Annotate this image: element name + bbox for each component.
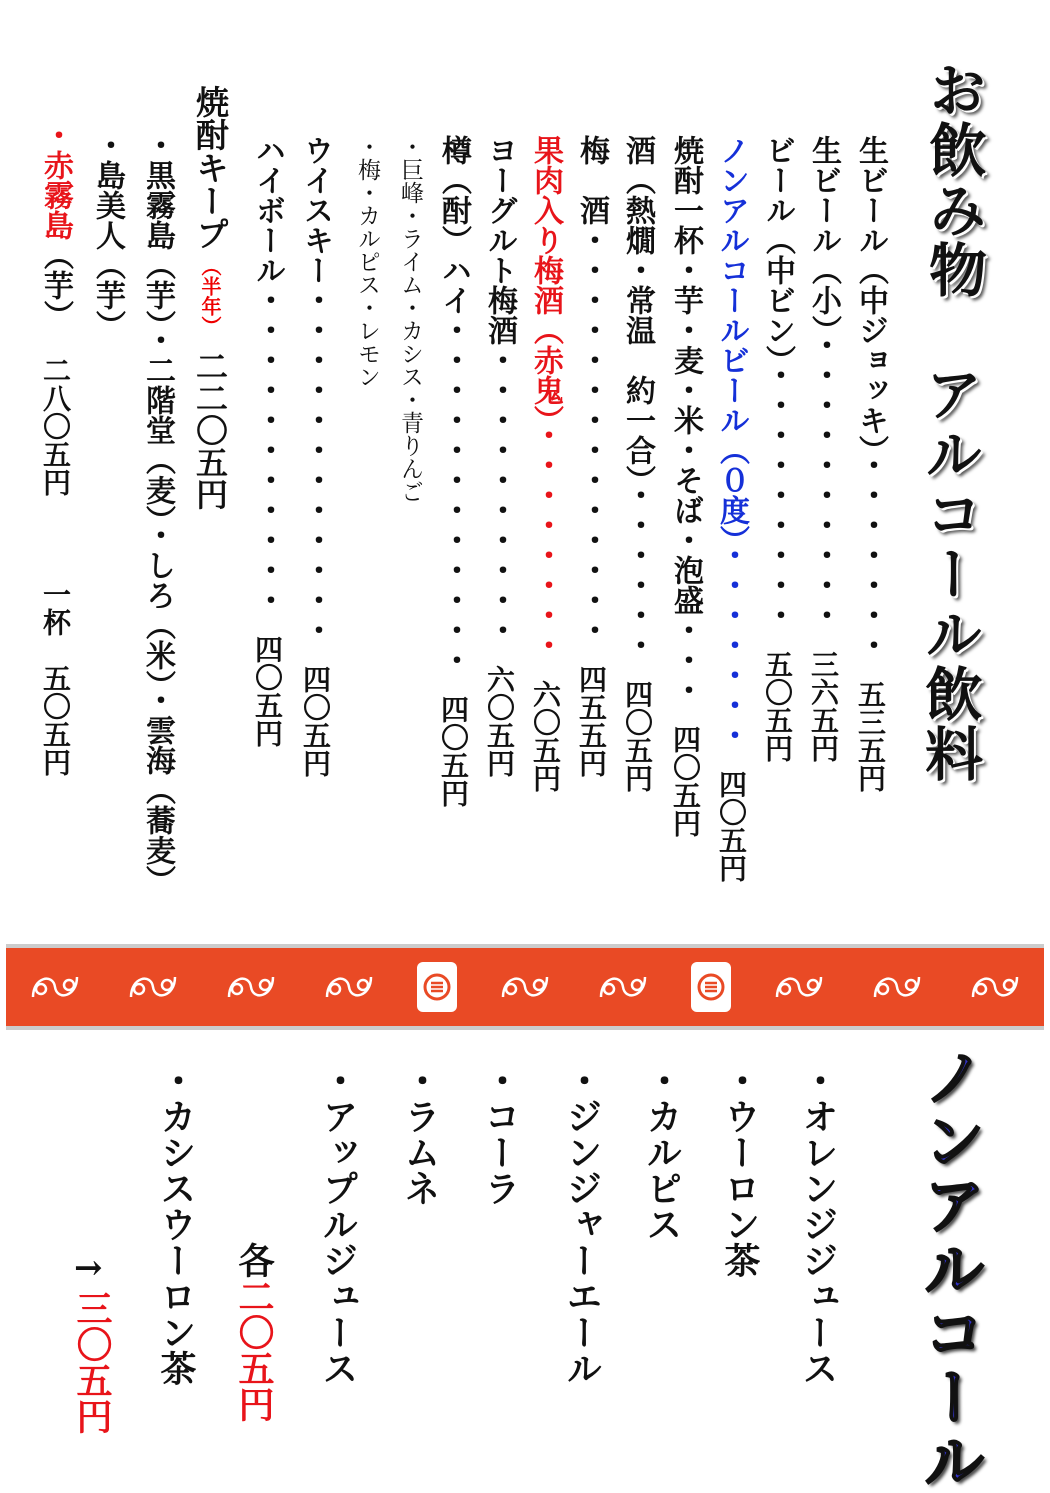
arabesque-ornament-icon [593,965,653,1009]
non-alcohol-item-orange-juice: ・オレンジジュース [797,1062,839,1386]
alcohol-title: アルコール飲料 [915,364,983,784]
non-alcohol-item-cassis-oolong: ・カシスウーロン茶 [155,1062,197,1386]
menu-item-chuhai: 樽（酎）ハイ・・・・・・・・・・・・四〇五円 [436,135,471,807]
menu-item-highball: ハイボール・・・・・・・・・・・四〇五円 [250,135,285,747]
non-alcohol-item-ginger-ale: ・ジンジャーエール [561,1062,603,1386]
menu-item-bin: ビール（中ビン）・・・・・・・・・五〇五円 [760,135,795,762]
menu-item-sake: 酒（熱燗・常温 約一合）・・・・・・四〇五円 [620,135,655,792]
non-alcohol-title: ノンアルコール [913,1045,986,1493]
arabesque-ornament-icon [25,965,85,1009]
menu-item-akaoni: 果肉入り梅酒（赤鬼）・・・・・・・・六〇五円 [528,135,563,792]
arabesque-ornament-icon [965,965,1025,1009]
arabesque-ornament-icon [123,965,183,1009]
keep-item-shimabijin: ・島美人（芋） [90,130,125,340]
menu-item-yogurt-umeshu: ヨーグルト梅酒・・・・・・・・・・六〇五円 [482,135,517,777]
keep-item-akakirishima: ・赤霧島（芋）二八〇五円一杯 五〇五円 [38,120,73,776]
non-alcohol-item-calpis: ・カルピス [641,1062,683,1242]
menu-item-non-alcohol-beer: ノンアルコールビール（０度）・・・・・・・四〇五円 [714,135,749,882]
menu-item-shochu: 焼酎一杯・芋・麦・米・そば・泡盛・・・四〇五円 [668,135,703,837]
non-alcohol-item-ramune: ・ラムネ [399,1062,441,1206]
arabesque-ornament-icon [319,965,379,1009]
menu-item-whisky: ウイスキー・・・・・・・・・・・・四〇五円 [298,135,333,777]
menu-item-nama-chu: 生ビール（中ジョッキ）・・・・・・・五三五円 [853,135,888,792]
chuhai-flavors-1: ・巨峰・ライム・カシス・青りんご [397,135,423,503]
arrow-icon: → [74,1248,103,1288]
menu-item-umeshu: 梅 酒・・・・・・・・・・・・・・四五五円 [574,135,609,777]
keep-item-kurokirishima: ・黒霧島（芋）・二階堂（麦）・しろ（米）・雲海（蕎麦） [140,130,175,895]
decorative-band [6,944,1044,1030]
crest-icon [417,962,457,1012]
cassis-oolong-price: 三〇五円 [71,1290,113,1434]
shochu-keep: 焼酎キープ（半年）二二〇五円 [191,85,230,510]
menu-item-nama-sho: 生ビール（小）・・・・・・・・・・三六五円 [806,135,841,762]
crest-icon [691,962,731,1012]
arabesque-ornament-icon [495,965,555,1009]
non-alcohol-item-cola: ・コーラ [479,1062,521,1206]
each-price: 各二〇五円 [233,1242,275,1422]
non-alcohol-item-apple-juice: ・アップルジュース [317,1062,359,1386]
arabesque-ornament-icon [769,965,829,1009]
non-alcohol-item-oolong-tea: ・ウーロン茶 [719,1062,761,1278]
section-title: お飲み物 [919,60,987,300]
arabesque-ornament-icon [221,965,281,1009]
arabesque-ornament-icon [867,965,927,1009]
chuhai-flavors-2: ・梅・カルピス・レモン [354,135,380,388]
